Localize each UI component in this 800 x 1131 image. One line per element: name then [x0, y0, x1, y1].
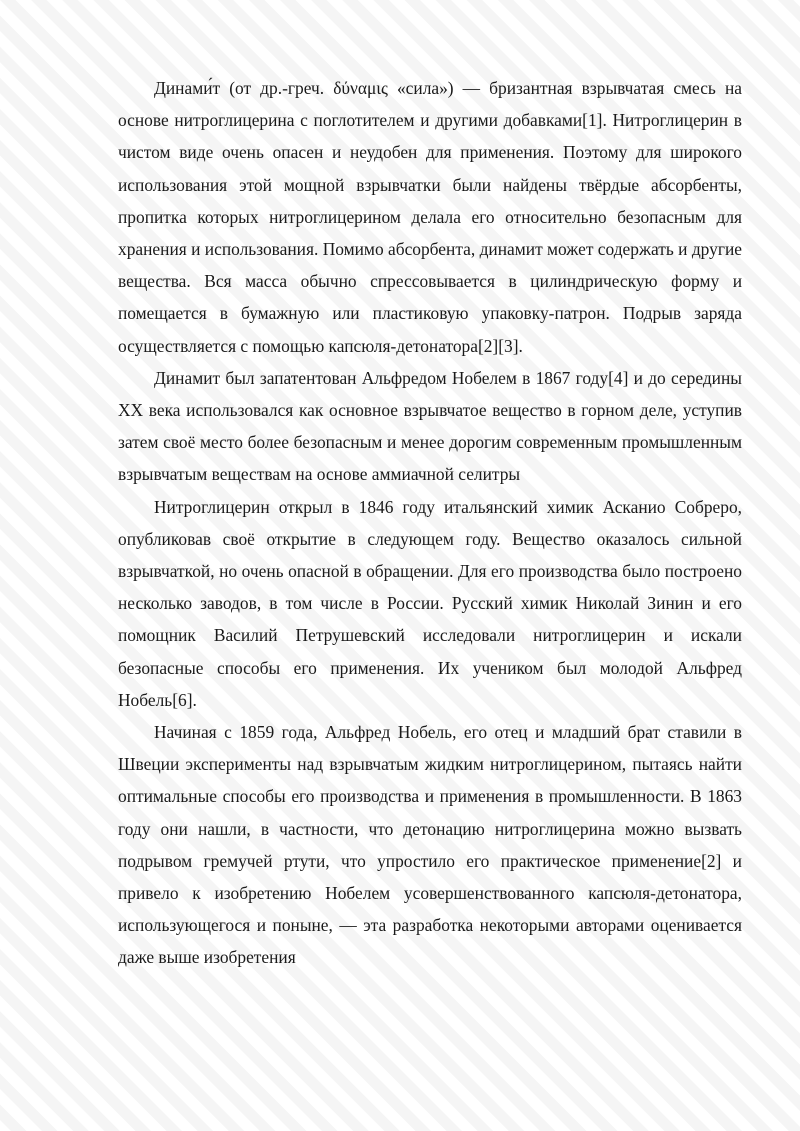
paragraph-nitroglycerin-discovery: Нитроглицерин открыл в 1846 году итальянский химик Асканио Собреро, опубликовав своё открытие в следующем году. Вещество оказалось сильной взрывчаткой, но очень опасной в обращении. Для его производства было построено несколько заводов, в том числе в России. Русский химик Николай Зинин и его помощник Василий Петрушевский исследовали нитроглицерин и искали безопасные способы его применения. Их учеником был молодой Альфред Нобель[6]. [118, 496, 742, 710]
paragraph-nobel-patent: Динамит был запатентован Альфредом Нобелем в 1867 году[4] и до середины XX века использовался как основное взрывчатое вещество в горном деле, уступив затем своё место более безопасным и менее дорогим современным промышленным взрывчатым веществам на основе аммиачной селитры [118, 367, 742, 485]
paragraph-dynamite-definition: Динами́т (от др.-греч. δύναμις «сила») — бризантная взрывчатая смесь на основе нитроглицерина с поглотителем и другими добавками[1]. Нитроглицерин в чистом виде очень опасен и неудобен для применения. Поэтому для широкого использования этой мощной взрывчатки были найдены твёрдые абсорбенты, пропитка которых нитроглицерином делала его относительно безопасным для хранения и использования. Помимо абсорбента, динамит может содержать и другие вещества. Вся масса обычно спрессовывается в цилиндрическую форму и помещается в бумажную или пластиковую упаковку-патрон. Подрыв заряда осуществляется с помощью капсюля-детонатора[2][3]. [118, 78, 742, 356]
document-body [118, 72, 742, 974]
paragraph-nobel-experiments: Начиная с 1859 года, Альфред Нобель, его отец и младший брат ставили в Швеции эксперименты над взрывчатым жидким нитроглицерином, пытаясь найти оптимальные способы его производства и применения в промышленности. В 1863 году они нашли, в частности, что детонацию нитроглицерина можно вызвать подрывом гремучей ртути, что упростило его практическое применение[2] и привело к изобретению Нобелем усовершенствованного капсюля-детонатора, использующегося и поныне, — эта разработка некоторыми авторами оценивается даже выше изобретения [118, 722, 742, 968]
